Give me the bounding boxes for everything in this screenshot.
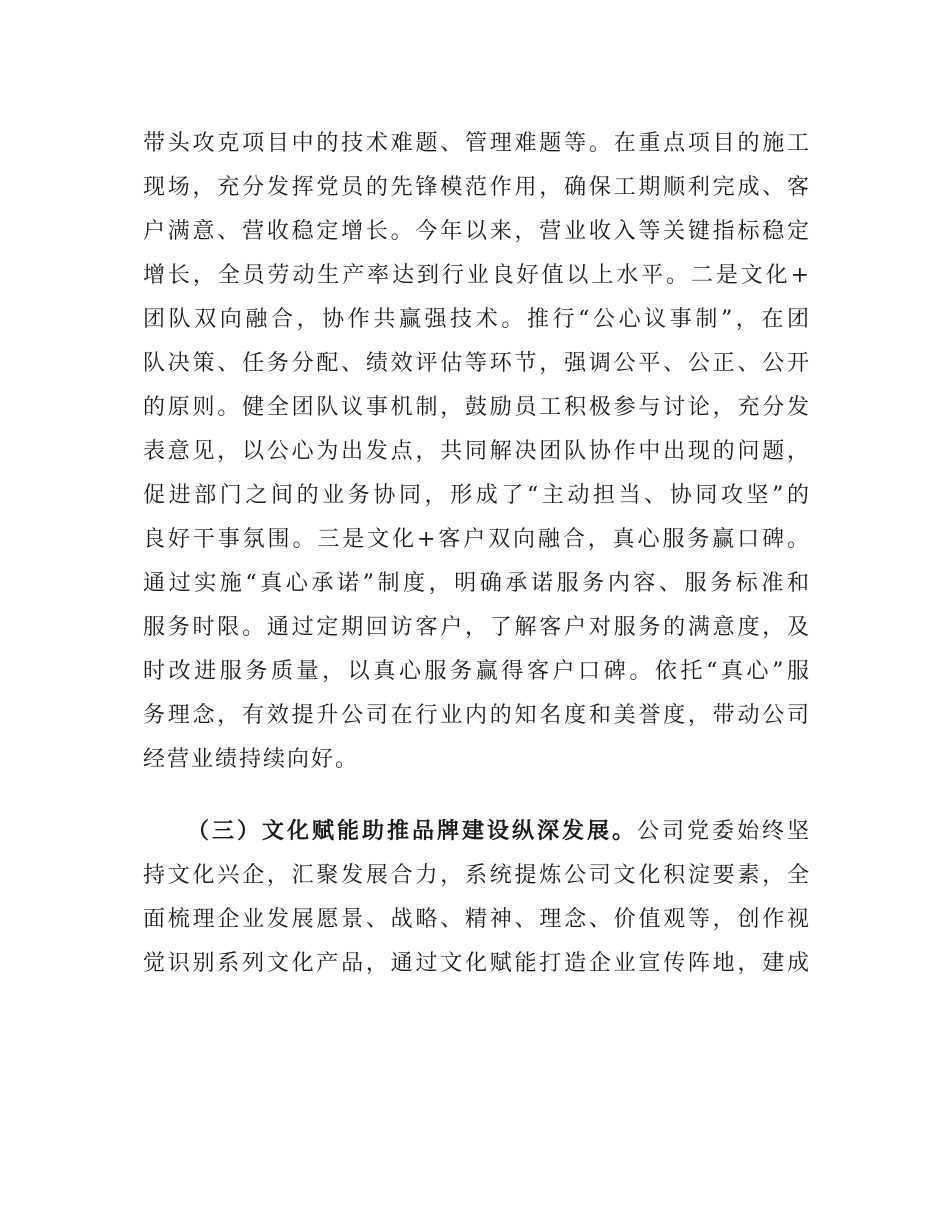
- text-line: 表意见，以公心为出发点，共同解决团队协作中出现的问题，: [143, 439, 811, 464]
- text-line: 增长，全员劳动生产率达到行业良好值以上水平。二是文化+: [143, 263, 811, 288]
- paragraph-spacer: [143, 782, 811, 810]
- paragraph-1: [143, 122, 811, 782]
- heading-line-text: 公司党委始终坚: [636, 819, 811, 844]
- text-line: 持文化兴企，汇聚发展合力，系统提炼公司文化积淀要素，全: [143, 863, 811, 888]
- text-line: 务理念，有效提升公司在行业内的知名度和美誉度，带动公司: [143, 703, 811, 728]
- text-line: 面梳理企业发展愿景、战略、精神、理念、价值观等，创作视: [143, 907, 811, 932]
- text-line: 觉识别系列文化产品，通过文化赋能打造企业宣传阵地，建成: [143, 951, 811, 976]
- text-line: 的原则。健全团队议事机制，鼓励员工积极参与讨论，充分发: [143, 395, 811, 420]
- paragraph-2: [143, 810, 811, 986]
- text-line: 良好干事氛围。三是文化+客户双向融合，真心服务赢口碑。: [143, 527, 811, 552]
- section-heading: （三）文化赋能助推品牌建设纵深发展。: [187, 819, 637, 844]
- document-body: [143, 122, 811, 986]
- text-line: 通过实施“真心承诺”制度，明确承诺服务内容、服务标准和: [143, 571, 811, 596]
- text-line: 带头攻克项目中的技术难题、管理难题等。在重点项目的施工: [143, 131, 811, 156]
- text-line: 时改进服务质量，以真心服务赢得客户口碑。依托“真心”服: [143, 659, 811, 684]
- text-line: 服务时限。通过定期回访客户，了解客户对服务的满意度，及: [143, 615, 811, 640]
- text-line: 户满意、营收稳定增长。今年以来，营业收入等关键指标稳定: [143, 219, 811, 244]
- text-line: 经营业绩持续向好。: [143, 747, 360, 772]
- section-heading-line: [143, 810, 811, 854]
- text-line: 团队双向融合，协作共赢强技术。推行“公心议事制”，在团: [143, 307, 811, 332]
- text-line: 现场，充分发挥党员的先锋模范作用，确保工期顺利完成、客: [143, 175, 811, 200]
- text-line: 队决策、任务分配、绩效评估等环节，强调公平、公正、公开: [143, 351, 811, 376]
- text-line: 促进部门之间的业务协同，形成了“主动担当、协同攻坚”的: [143, 483, 811, 508]
